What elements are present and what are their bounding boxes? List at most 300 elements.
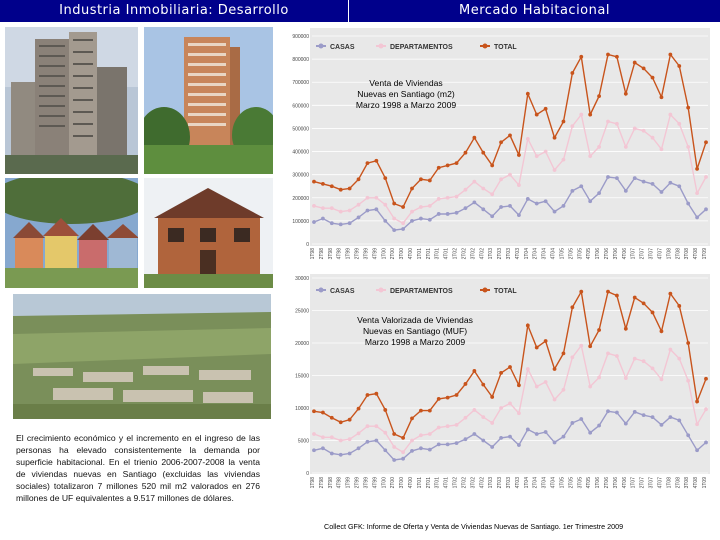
data-point-total	[348, 187, 352, 191]
data-point-total	[339, 188, 343, 192]
data-point-casas	[606, 409, 610, 413]
xtick-label: 1T07	[630, 477, 637, 489]
data-point-casas	[686, 433, 690, 437]
data-point-casas	[401, 227, 405, 231]
xtick-label: 3T05	[577, 248, 584, 260]
data-point-departamentos	[339, 210, 343, 214]
data-point-departamentos	[570, 355, 574, 359]
xtick-label: 2T04	[532, 248, 539, 260]
xtick-label: 1T00	[381, 477, 388, 489]
xtick-label: 1T00	[381, 248, 388, 260]
xtick-label: 4T00	[408, 248, 414, 260]
data-point-casas	[357, 216, 361, 220]
data-point-casas	[490, 214, 494, 218]
xtick-label: 1T04	[523, 248, 530, 260]
data-point-casas	[330, 452, 334, 456]
chart-title-line-2: Nuevas en Santiago (MUF)	[362, 326, 468, 336]
xtick-label: 4T01	[443, 248, 450, 260]
data-point-casas	[544, 199, 548, 203]
data-point-total	[704, 140, 708, 144]
xtick-label: 3T06	[612, 477, 619, 489]
xtick-label: 4T07	[657, 477, 664, 489]
xtick-label: 2T99	[354, 248, 361, 260]
data-point-total	[686, 106, 690, 110]
legend-departamentos-label: DEPARTAMENTOS	[390, 44, 453, 51]
xtick-label: 1T05	[559, 477, 566, 489]
data-point-total	[481, 383, 485, 387]
data-point-casas	[383, 448, 387, 452]
data-point-total	[499, 140, 503, 144]
data-point-casas	[348, 221, 352, 225]
xtick-label: 3T98	[327, 248, 334, 260]
data-point-casas	[668, 415, 672, 419]
xtick-label: 3T07	[648, 248, 655, 260]
xtick-label: 3T01	[434, 248, 441, 260]
ytick-label: 800000	[292, 57, 309, 64]
xtick-label: 1T03	[488, 248, 495, 260]
data-point-departamentos	[383, 203, 387, 207]
data-point-casas	[642, 413, 646, 417]
data-point-departamentos	[642, 129, 646, 133]
legend-departamentos-marker	[379, 44, 384, 49]
data-point-departamentos	[615, 122, 619, 126]
data-point-departamentos	[419, 205, 423, 209]
data-point-casas	[401, 457, 405, 461]
data-point-casas	[392, 228, 396, 232]
xtick-label: 1T07	[630, 248, 637, 260]
data-point-casas	[686, 202, 690, 206]
data-point-total	[668, 53, 672, 57]
data-point-casas	[651, 415, 655, 419]
data-point-departamentos	[392, 217, 396, 221]
data-point-total	[508, 365, 512, 369]
data-point-total	[633, 296, 637, 300]
xtick-label: 4T99	[372, 248, 379, 260]
data-point-departamentos	[588, 154, 592, 158]
data-point-casas	[499, 205, 503, 209]
data-point-casas	[544, 430, 548, 434]
data-point-casas	[312, 448, 316, 452]
chart-title-line-2: Nuevas en Santiago (m2)	[357, 89, 455, 99]
data-point-departamentos	[508, 173, 512, 177]
data-point-departamentos	[490, 192, 494, 196]
xtick-label: 4T06	[621, 477, 628, 489]
data-point-total	[642, 66, 646, 70]
xtick-label: 3T04	[541, 248, 548, 260]
data-point-total	[392, 432, 396, 436]
data-point-departamentos	[437, 197, 441, 201]
data-point-total	[490, 164, 494, 168]
data-point-departamentos	[633, 357, 637, 361]
data-point-casas	[312, 220, 316, 224]
data-point-departamentos	[464, 188, 468, 192]
data-point-departamentos	[312, 204, 316, 208]
xtick-label: 2T02	[461, 477, 468, 489]
data-point-departamentos	[579, 113, 583, 117]
data-point-total	[401, 436, 405, 440]
data-point-casas	[588, 431, 592, 435]
data-point-casas	[588, 199, 592, 203]
data-point-departamentos	[597, 145, 601, 149]
data-point-total	[330, 184, 334, 188]
data-point-total	[321, 182, 325, 186]
legend-total-label: TOTAL	[494, 44, 517, 51]
photo-colorful-houses	[5, 178, 138, 288]
data-point-departamentos	[348, 437, 352, 441]
data-point-total	[508, 133, 512, 137]
data-point-casas	[446, 212, 450, 216]
data-point-departamentos	[481, 187, 485, 191]
xtick-label: 4T02	[479, 477, 486, 489]
data-point-total	[526, 324, 530, 328]
data-point-departamentos	[642, 359, 646, 363]
data-point-total	[633, 61, 637, 65]
xtick-label: 1T04	[523, 477, 530, 489]
chart-m2	[284, 26, 714, 268]
data-point-departamentos	[357, 203, 361, 207]
plot-area	[310, 274, 710, 474]
legend-departamentos-label: DEPARTAMENTOS	[390, 288, 453, 295]
legend-casas-label: CASAS	[330, 288, 355, 295]
data-point-total	[357, 177, 361, 181]
data-point-total	[677, 64, 681, 68]
data-point-total	[624, 327, 628, 331]
data-point-casas	[570, 421, 574, 425]
data-point-departamentos	[517, 183, 521, 187]
xtick-label: 1T06	[595, 477, 602, 489]
xtick-label: 1T99	[345, 477, 352, 489]
data-point-departamentos	[704, 407, 708, 411]
data-point-total	[383, 176, 387, 180]
xtick-label: 2T08	[675, 248, 682, 260]
data-point-departamentos	[544, 380, 548, 384]
data-point-total	[330, 416, 334, 420]
data-point-total	[668, 292, 672, 296]
xtick-label: 1T02	[452, 477, 459, 489]
data-point-casas	[695, 216, 699, 220]
xtick-label: 2T00	[390, 477, 397, 489]
data-point-departamentos	[553, 398, 557, 402]
ytick-label: 700000	[292, 80, 309, 87]
data-point-casas	[392, 458, 396, 462]
xtick-label: 3T08	[684, 477, 691, 489]
xtick-label: 3T00	[399, 248, 406, 260]
data-point-departamentos	[660, 378, 664, 382]
data-point-casas	[615, 176, 619, 180]
data-point-total	[660, 329, 664, 333]
data-point-departamentos	[544, 150, 548, 154]
ytick-label: 200000	[292, 195, 309, 202]
xtick-label: 4T99	[372, 477, 379, 489]
data-point-casas	[633, 410, 637, 414]
data-point-departamentos	[428, 204, 432, 208]
data-point-total	[428, 409, 432, 413]
data-point-departamentos	[499, 177, 503, 181]
data-point-total	[401, 205, 405, 209]
xtick-label: 2T02	[461, 248, 468, 260]
data-point-departamentos	[437, 426, 441, 430]
data-point-departamentos	[499, 406, 503, 410]
xtick-label: 3T00	[399, 477, 406, 489]
data-point-casas	[651, 182, 655, 186]
data-point-casas	[508, 435, 512, 439]
data-point-total	[374, 159, 378, 163]
xtick-label: 4T98	[336, 477, 343, 489]
data-point-total	[588, 344, 592, 348]
data-point-departamentos	[410, 210, 414, 214]
xtick-label: 3T04	[541, 477, 548, 489]
xtick-label: 1T02	[452, 248, 459, 260]
data-point-casas	[419, 217, 423, 221]
data-point-total	[579, 290, 583, 294]
data-point-total	[526, 92, 530, 96]
data-point-departamentos	[490, 421, 494, 425]
data-point-total	[428, 179, 432, 183]
xtick-label: 2T03	[497, 477, 504, 489]
data-point-departamentos	[677, 357, 681, 361]
data-point-total	[464, 382, 468, 386]
data-point-casas	[597, 191, 601, 195]
xtick-label: 2T98	[318, 477, 325, 489]
data-point-casas	[383, 219, 387, 223]
data-point-departamentos	[606, 120, 610, 124]
data-point-total	[606, 53, 610, 57]
data-point-departamentos	[472, 180, 476, 184]
data-point-casas	[677, 418, 681, 422]
data-point-total	[321, 411, 325, 415]
data-point-total	[544, 339, 548, 343]
data-point-total	[606, 290, 610, 294]
data-point-casas	[579, 417, 583, 421]
data-point-departamentos	[472, 408, 476, 412]
xtick-label: 4T05	[586, 248, 593, 260]
data-point-departamentos	[624, 145, 628, 149]
xtick-label: 4T05	[586, 477, 593, 489]
xtick-label: 4T06	[621, 248, 628, 260]
data-point-departamentos	[695, 422, 699, 426]
data-point-casas	[481, 439, 485, 443]
xtick-label: 3T07	[648, 477, 655, 489]
data-point-departamentos	[686, 145, 690, 149]
data-point-total	[686, 341, 690, 345]
data-point-casas	[677, 184, 681, 188]
xtick-label: 3T08	[684, 248, 691, 260]
data-point-departamentos	[517, 411, 521, 415]
xtick-label: 2T06	[604, 248, 610, 260]
data-point-departamentos	[633, 127, 637, 131]
data-point-total	[695, 167, 699, 171]
data-point-total	[446, 396, 450, 400]
data-point-total	[374, 392, 378, 396]
data-point-departamentos	[383, 431, 387, 435]
xtick-label: 4T98	[336, 248, 343, 260]
data-point-departamentos	[668, 113, 672, 117]
data-point-total	[419, 177, 423, 181]
xtick-label: 1T99	[345, 248, 352, 260]
ytick-label: 25000	[295, 308, 309, 315]
xtick-label: 2T05	[568, 477, 575, 489]
data-point-casas	[357, 446, 361, 450]
chart-title-line-3: Marzo 1998 a Marzo 2009	[364, 337, 466, 347]
data-point-departamentos	[526, 367, 530, 371]
data-point-total	[312, 409, 316, 413]
data-point-total	[481, 151, 485, 155]
xtick-label: 4T04	[550, 248, 557, 260]
ytick-label: 0	[306, 242, 309, 248]
data-point-total	[490, 395, 494, 399]
data-point-casas	[526, 428, 530, 432]
xtick-label: 3T99	[363, 477, 370, 489]
data-point-departamentos	[419, 433, 423, 437]
data-point-casas	[490, 445, 494, 449]
data-point-departamentos	[562, 158, 566, 162]
xtick-label: 2T99	[354, 477, 361, 489]
data-point-casas	[428, 218, 432, 222]
xtick-label: 1T09	[702, 477, 708, 489]
data-point-departamentos	[660, 147, 664, 151]
data-point-casas	[455, 211, 459, 215]
data-point-total	[437, 397, 441, 401]
xtick-label: 4T03	[514, 477, 521, 489]
legend-casas-label: CASAS	[330, 44, 355, 51]
data-point-departamentos	[579, 344, 583, 348]
data-point-casas	[481, 207, 485, 211]
legend-casas-marker	[319, 44, 324, 49]
data-point-departamentos	[553, 168, 557, 172]
data-point-total	[472, 136, 476, 140]
data-point-casas	[339, 222, 343, 226]
xtick-label: 1T03	[488, 477, 495, 489]
data-point-departamentos	[606, 352, 610, 356]
data-point-departamentos	[374, 196, 378, 200]
data-point-departamentos	[624, 376, 628, 380]
data-point-casas	[428, 448, 432, 452]
header-left-title: Industria Inmobiliaria: Desarrollo	[0, 0, 348, 22]
data-point-casas	[624, 189, 628, 193]
data-point-casas	[374, 439, 378, 443]
data-point-casas	[374, 207, 378, 211]
data-point-casas	[704, 441, 708, 445]
xtick-label: 2T07	[639, 477, 646, 489]
xtick-label: 4T00	[408, 477, 414, 489]
data-point-total	[535, 346, 539, 350]
xtick-label: 1T01	[416, 248, 423, 260]
data-point-total	[383, 408, 387, 412]
data-point-casas	[410, 219, 414, 223]
data-point-total	[553, 136, 557, 140]
data-point-departamentos	[481, 415, 485, 419]
xtick-label: 2T03	[497, 248, 504, 260]
legend-casas-marker	[319, 288, 324, 293]
xtick-label: 4T01	[443, 477, 450, 489]
xtick-label: 1T09	[702, 248, 708, 260]
xtick-label: 2T01	[425, 248, 432, 260]
source-note: Collect GFK: Informe de Oferta y Venta de Viviendas Nuevas de Santiago. 1er Trimestre 2009	[324, 522, 624, 531]
xtick-label: 2T01	[425, 477, 432, 489]
data-point-total	[517, 153, 521, 157]
xtick-label: 1T01	[416, 477, 423, 489]
data-point-total	[570, 305, 574, 309]
data-point-casas	[339, 453, 343, 457]
data-point-departamentos	[704, 175, 708, 179]
data-point-departamentos	[455, 423, 459, 427]
data-point-total	[562, 120, 566, 124]
ytick-label: 400000	[292, 149, 309, 156]
data-point-total	[339, 420, 343, 424]
data-point-departamentos	[651, 366, 655, 370]
data-point-departamentos	[321, 206, 325, 210]
data-point-total	[597, 94, 601, 98]
xtick-label: 3T05	[577, 477, 584, 489]
data-point-casas	[366, 440, 370, 444]
data-point-casas	[508, 204, 512, 208]
data-point-casas	[606, 175, 610, 179]
xtick-label: 3T98	[327, 477, 334, 489]
data-point-departamentos	[446, 424, 450, 428]
data-point-departamentos	[410, 439, 414, 443]
data-point-total	[419, 409, 423, 413]
photo-aerial-housing	[13, 294, 271, 419]
data-point-total	[357, 407, 361, 411]
data-point-total	[642, 301, 646, 305]
data-point-casas	[615, 411, 619, 415]
data-point-departamentos	[615, 354, 619, 358]
data-point-casas	[437, 443, 441, 447]
xtick-label: 3T01	[434, 477, 441, 489]
data-point-total	[704, 377, 708, 381]
data-point-casas	[633, 176, 637, 180]
data-point-departamentos	[695, 191, 699, 195]
data-point-departamentos	[312, 432, 316, 436]
data-point-casas	[446, 443, 450, 447]
data-point-departamentos	[348, 209, 352, 213]
data-point-departamentos	[535, 385, 539, 389]
data-point-casas	[535, 202, 539, 206]
ytick-label: 20000	[295, 341, 309, 347]
data-point-total	[588, 113, 592, 117]
data-point-departamentos	[570, 124, 574, 128]
data-point-total	[544, 107, 548, 111]
data-point-total	[535, 113, 539, 117]
data-point-total	[615, 55, 619, 59]
data-point-total	[660, 95, 664, 99]
data-point-casas	[499, 436, 503, 440]
data-point-casas	[517, 443, 521, 447]
data-point-total	[624, 92, 628, 96]
data-point-casas	[517, 213, 521, 217]
chart-muf	[284, 268, 714, 520]
ytick-label: 15000	[295, 373, 309, 380]
data-point-total	[437, 166, 441, 170]
data-point-total	[455, 161, 459, 165]
header-right-title: Mercado Habitacional	[349, 0, 720, 22]
ytick-label: 10000	[295, 406, 309, 412]
xtick-label: 2T08	[675, 477, 682, 489]
data-point-departamentos	[526, 137, 530, 141]
legend-total-marker	[483, 44, 488, 49]
data-point-casas	[562, 435, 566, 439]
photo-brick-house	[144, 178, 273, 288]
xtick-label: 1T06	[595, 248, 602, 260]
data-point-total	[348, 418, 352, 422]
ytick-label: 600000	[292, 103, 309, 110]
xtick-label: 3T02	[470, 477, 477, 489]
data-point-casas	[410, 449, 414, 453]
data-point-total	[651, 311, 655, 315]
data-point-total	[455, 393, 459, 397]
data-point-casas	[464, 437, 468, 441]
data-point-casas	[562, 204, 566, 208]
